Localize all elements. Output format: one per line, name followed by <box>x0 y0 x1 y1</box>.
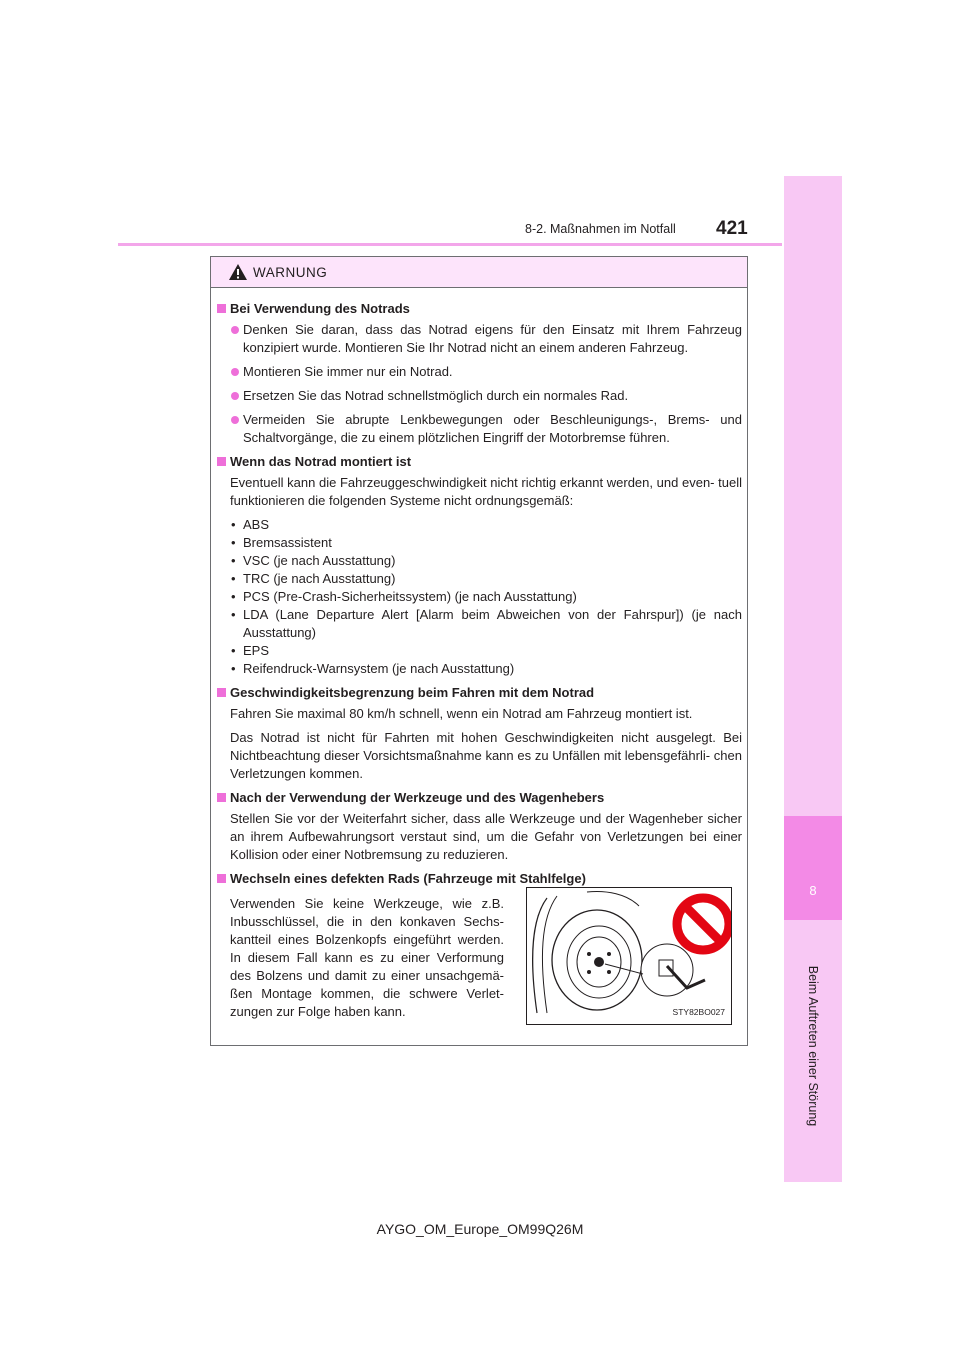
paragraph: Eventuell kann die Fahrzeuggeschwindigkeit nicht richtig erkannt werden, und even- tuell funktionieren die folgenden Systeme nicht ordnungsgemäß: <box>230 475 742 508</box>
section-heading: Nach der Verwendung der Werkzeuge und des Wagenhebers <box>217 789 742 807</box>
square-bullet-icon <box>217 304 226 313</box>
section-heading: Wechseln eines defekten Rads (Fahrzeuge mit Stahlfelge) <box>217 870 742 888</box>
list-item: • EPS <box>230 642 742 660</box>
section-heading: Wenn das Notrad montiert ist <box>217 453 742 471</box>
system-list <box>230 516 742 678</box>
warning-title: WARNUNG <box>253 265 328 280</box>
figure-code: STY82BO027 <box>672 1007 725 1017</box>
list-item: • TRC (je nach Ausstattung) <box>230 570 742 588</box>
dot-bullet-icon <box>231 326 239 334</box>
list-item: • LDA (Lane Departure Alert [Alarm beim Abweichen von der Fahrspur]) (je nach Ausstattung) <box>230 606 742 642</box>
section-heading: Bei Verwendung des Notrads <box>217 300 742 318</box>
bullet-item: Denken Sie daran, dass das Notrad eigens für den Einsatz mit Ihrem Fahrzeug konzipiert wurde. Montieren Sie Ihr Notrad nicht an einem anderen Fahrzeug. <box>230 321 742 357</box>
list-item: • VSC (je nach Ausstattung) <box>230 552 742 570</box>
chapter-title: Beim Auftreten einer Störung <box>806 965 820 1127</box>
header-rule <box>118 243 782 246</box>
dot-bullet-icon <box>231 416 239 424</box>
bullet-item: Montieren Sie immer nur ein Notrad. <box>230 363 742 381</box>
square-bullet-icon <box>217 874 226 883</box>
dot-bullet-icon <box>231 368 239 376</box>
section-title: 8-2. Maßnahmen im Notfall <box>525 222 676 236</box>
wheel-change-block <box>230 891 742 1041</box>
chapter-number: 8 <box>809 883 817 898</box>
footer-document-code: AYGO_OM_Europe_OM99Q26M <box>376 1221 584 1237</box>
paragraph: Verwenden Sie keine Werkzeuge, wie z.B. Inbusschlüssel, die in den konkaven Sechs- kantteil eines Bolzenkopfs eingeführt werden. In diesem Fall kann es zu einer Verformung des Bolzens und damit zu einer unsachgemä- ßen Montage kommen, die schwere Verlet- zungen zur Folge haben kann. <box>230 896 504 1019</box>
warning-triangle-icon <box>228 263 248 281</box>
list-item: • PCS (Pre-Crash-Sicherheitssystem) (je nach Ausstattung) <box>230 588 742 606</box>
warning-box <box>210 256 748 1046</box>
list-item: • Reifendruck-Warnsystem (je nach Ausstattung) <box>230 660 742 678</box>
warning-header <box>211 257 747 288</box>
square-bullet-icon <box>217 688 226 697</box>
page-number: 421 <box>716 218 748 239</box>
chapter-number-block <box>784 816 842 920</box>
square-bullet-icon <box>217 457 226 466</box>
warning-body <box>217 300 742 1041</box>
list-item: • ABS <box>230 516 742 534</box>
wheel-illustration <box>526 887 732 1025</box>
dot-bullet-icon <box>231 392 239 400</box>
square-bullet-icon <box>217 793 226 802</box>
bullet-item: Ersetzen Sie das Notrad schnellstmöglich durch ein normales Rad. <box>230 387 742 405</box>
bullet-item: Vermeiden Sie abrupte Lenkbewegungen oder Beschleunigungs-, Brems- und Schaltvorgänge, die zu einem plötzlichen Eingriff der Motorbremse führen. <box>230 411 742 447</box>
list-item: • Bremsassistent <box>230 534 742 552</box>
section-heading: Geschwindigkeitsbegrenzung beim Fahren mit dem Notrad <box>217 684 742 702</box>
paragraph: Stellen Sie vor der Weiterfahrt sicher, dass alle Werkzeuge und der Wagenheber sicher an ihrem Aufbewahrungsort verstaut sind, um die Gefahr von Verletzungen bei einer Kollision oder einer Notbremsung zu reduzieren. <box>230 811 742 862</box>
paragraph: Das Notrad ist nicht für Fahrten mit hohen Geschwindigkeiten nicht ausgelegt. Bei Nichtbeachtung dieser Vorsichtsmaßnahme kann es zu Unfällen mit lebensgefährli- chen Verletzungen kommen. <box>230 730 742 781</box>
paragraph: Fahren Sie maximal 80 km/h schnell, wenn ein Notrad am Fahrzeug montiert ist. <box>230 706 693 721</box>
